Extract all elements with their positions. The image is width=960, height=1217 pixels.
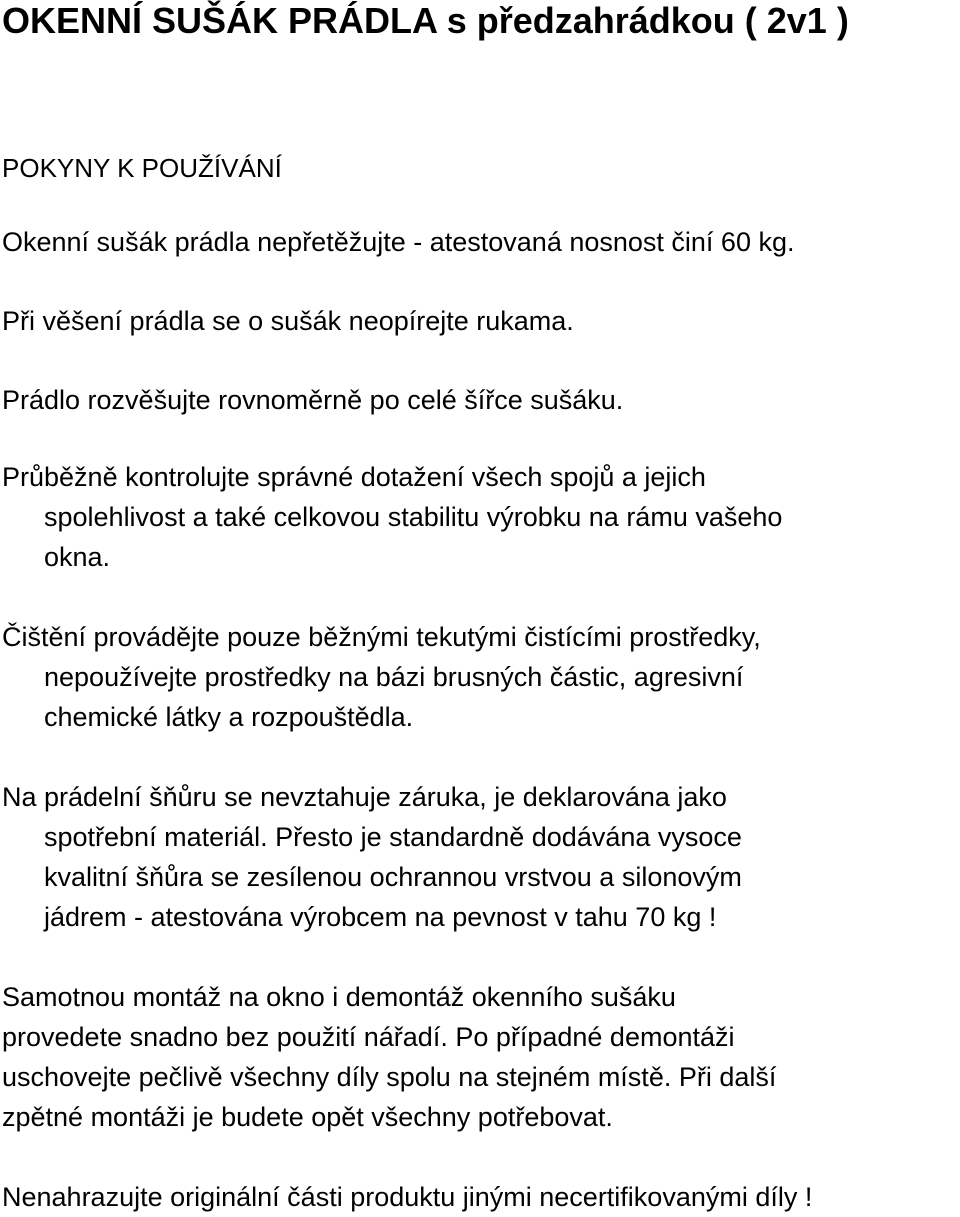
paragraph-load-limit	[2, 222, 794, 262]
paragraph-even-distribution	[2, 380, 623, 420]
paragraph-line: spolehlivost a také celkovou stabilitu výrobku na rámu vašeho	[44, 502, 783, 532]
paragraph-no-leaning	[2, 301, 574, 341]
paragraph-cleaning	[2, 617, 761, 737]
instructions-heading: POKYNY K POUŽÍVÁNÍ	[2, 153, 282, 183]
paragraph-line: nepoužívejte prostředky na bázi brusných částic, agresivní	[44, 662, 744, 692]
paragraph-line: Na prádelní šňůru se nevztahuje záruka, je deklarována jako	[2, 782, 727, 812]
paragraph-line: jádrem - atestována výrobcem na pevnost v tahu 70 kg !	[44, 902, 717, 932]
paragraph-line: uschovejte pečlivě všechny díly spolu na stejném místě. Při další	[2, 1062, 777, 1092]
paragraph-line: Při věšení prádla se o sušák neopírejte rukama.	[2, 306, 574, 336]
paragraph-line: Čištění provádějte pouze běžnými tekutými čistícími prostředky,	[2, 622, 761, 652]
paragraph-line: Průběžně kontrolujte správné dotažení všech spojů a jejich	[2, 462, 706, 492]
paragraph-line: kvalitní šňůra se zesílenou ochrannou vrstvou a silonovým	[44, 862, 742, 892]
paragraph-line: provedete snadno bez použití nářadí. Po případné demontáži	[2, 1022, 735, 1052]
paragraph-original-parts	[2, 1177, 812, 1217]
paragraph-warranty-cord	[2, 777, 742, 937]
paragraph-line: zpětné montáži je budete opět všechny potřebovat.	[2, 1102, 613, 1132]
paragraph-check-joints	[2, 457, 782, 577]
paragraph-mounting	[2, 977, 776, 1137]
document-title: OKENNÍ SUŠÁK PRÁDLA s předzahrádkou ( 2v1 )	[2, 0, 849, 41]
paragraph-line: okna.	[44, 542, 111, 572]
paragraph-line: spotřební materiál. Přesto je standardně dodávána vysoce	[44, 822, 742, 852]
paragraph-line: Prádlo rozvěšujte rovnoměrně po celé šířce sušáku.	[2, 385, 624, 415]
paragraph-line: Nenahrazujte originální části produktu jinými necertifikovanými díly !	[2, 1182, 813, 1212]
paragraph-line: Okenní sušák prádla nepřetěžujte - atestovaná nosnost činí 60 kg.	[2, 227, 795, 257]
paragraph-line: chemické látky a rozpouštědla.	[44, 702, 414, 732]
paragraph-line: Samotnou montáž na okno i demontáž okenního sušáku	[2, 982, 676, 1012]
